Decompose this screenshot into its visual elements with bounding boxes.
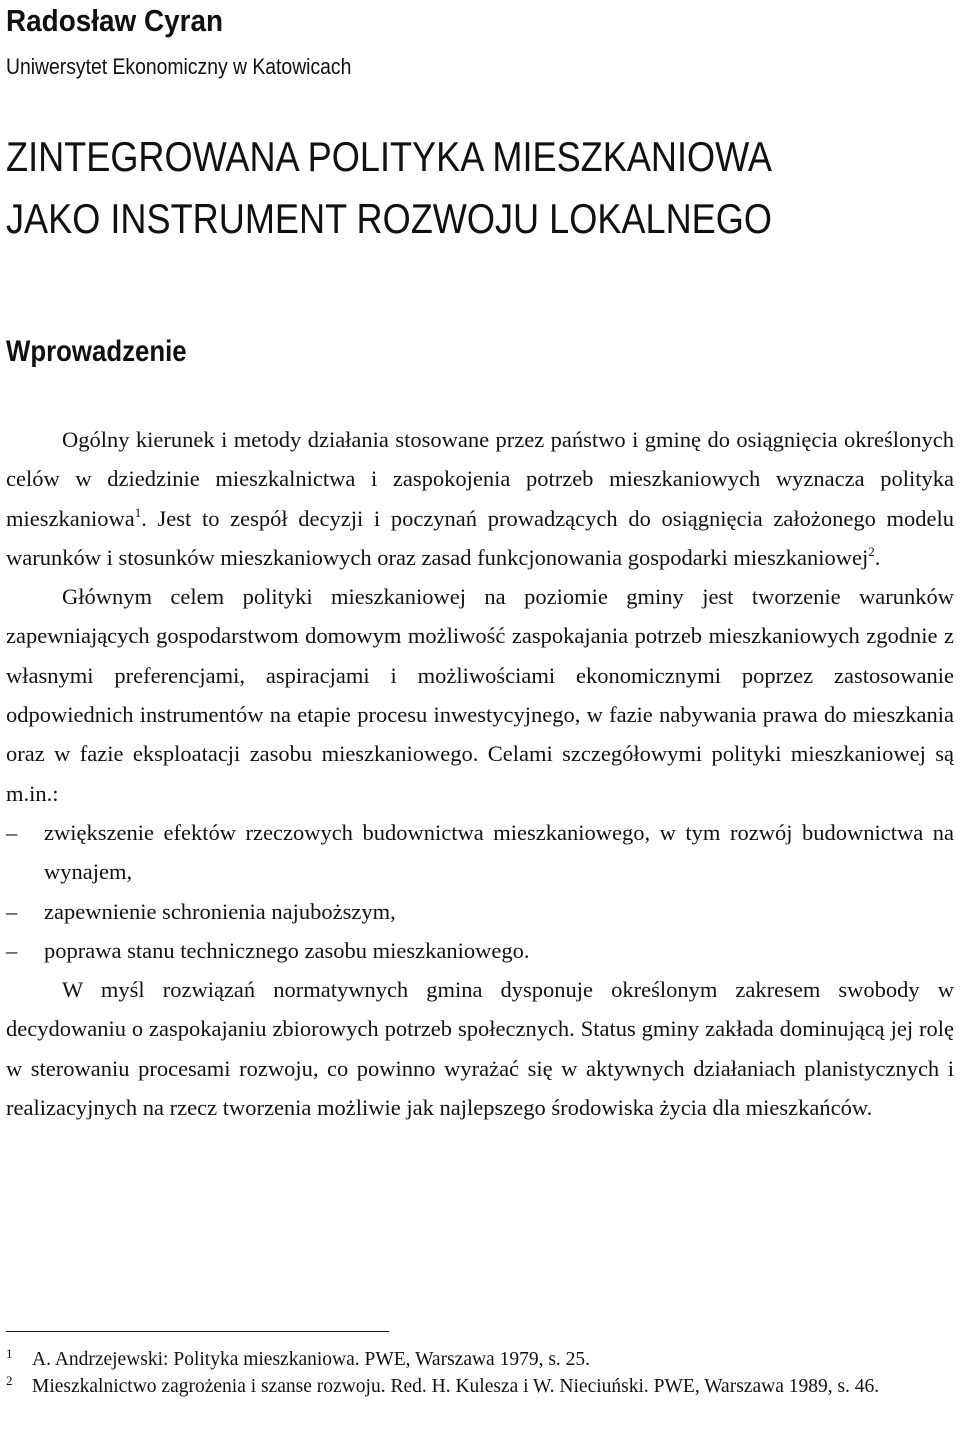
list-item-text: zapewnienie schronienia najuboższym, xyxy=(44,898,396,924)
dash-marker: – xyxy=(6,819,18,845)
footnote-text: A. Andrzejewski: Polityka mieszkaniowa. PWE, Warszawa 1979, s. 25. xyxy=(32,1349,591,1370)
footnote-2 xyxy=(6,1373,954,1400)
list-item-text: poprawa stanu technicznego zasobu mieszkaniowego. xyxy=(44,937,530,963)
objectives-list xyxy=(6,813,954,970)
footnotes xyxy=(6,1346,954,1400)
list-item xyxy=(6,813,954,892)
paper-title-line-2: JAKO INSTRUMENT ROZWOJU LOKALNEGO xyxy=(6,195,772,242)
footnote-text: Mieszkalnictwo zagrożenia i szanse rozwoju. Red. H. Kulesza i W. Nieciuński. PWE, Warszawa 1989, s. 46. xyxy=(32,1376,880,1397)
paragraph-1 xyxy=(6,420,954,577)
paragraph-3: W myśl rozwiązań normatywnych gmina dysponuje określonym zakresem swobody w decydowaniu o zaspokajaniu zbiorowych potrzeb społecznych. Status gminy zakłada dominującą jej rolę w sterowaniu procesami rozwoju, co powinno wyrażać się w aktywnych działaniach planistycznych i realizacyjnych na rzecz tworzenia możliwie jak najlepszego środowiska życia dla mieszkańców. xyxy=(6,977,954,1121)
footnote-separator xyxy=(6,1331,389,1332)
author-name: Radosław Cyran xyxy=(6,3,224,38)
paragraph-1-text-c: . xyxy=(874,544,881,570)
section-heading: Wprowadzenie xyxy=(6,335,187,368)
paragraph-1-text-b: . Jest to zespół decyzji i poczynań prowadzących do osiągnięcia założonego modelu warunków i stosunków mieszkaniowych oraz zasad funkcjonowania gospodarki mieszkaniowej xyxy=(6,505,954,570)
dash-marker: – xyxy=(6,898,18,924)
body-text xyxy=(6,420,954,1127)
list-item xyxy=(6,931,954,970)
footnote-ref-2: 2 xyxy=(868,543,875,559)
paragraph-1-text-a: Ogólny kierunek i metody działania stosowane przez państwo i gminę do osiągnięcia określonych celów w dziedzinie mieszkalnictwa i zaspokojenia potrzeb mieszkaniowych wyznacza polityka mieszkaniowa xyxy=(6,427,954,531)
footnote-ref-1: 1 xyxy=(134,504,142,520)
footnote-number: 2 xyxy=(6,1373,13,1388)
footnote-1 xyxy=(6,1346,954,1373)
footnote-number: 1 xyxy=(6,1346,13,1361)
list-item-text: zwiększenie efektów rzeczowych budownictwa mieszkaniowego, w tym rozwój budownictwa na wynajem, xyxy=(44,819,954,885)
paragraph-2: Głównym celem polityki mieszkaniowej na poziomie gminy jest tworzenie warunków zapewniających gospodarstwom domowym możliwość zaspokajania potrzeb mieszkaniowych zgodnie z własnymi preferencjami, aspiracjami i możliwościami ekonomicznymi poprzez zastosowanie odpowiednich instrumentów na etapie procesu inwestycyjnego, w fazie nabywania prawa do mieszkania oraz w fazie eksploatacji zasobu mieszkaniowego. Celami szczegółowymi polityki mieszkaniowej są m.in.: xyxy=(6,584,954,806)
dash-marker: – xyxy=(6,937,18,963)
paper-title xyxy=(6,126,772,250)
author-affiliation: Uniwersytet Ekonomiczny w Katowicach xyxy=(6,54,352,79)
list-item xyxy=(6,892,954,931)
paper-title-line-1: ZINTEGROWANA POLITYKA MIESZKANIOWA xyxy=(6,133,772,180)
